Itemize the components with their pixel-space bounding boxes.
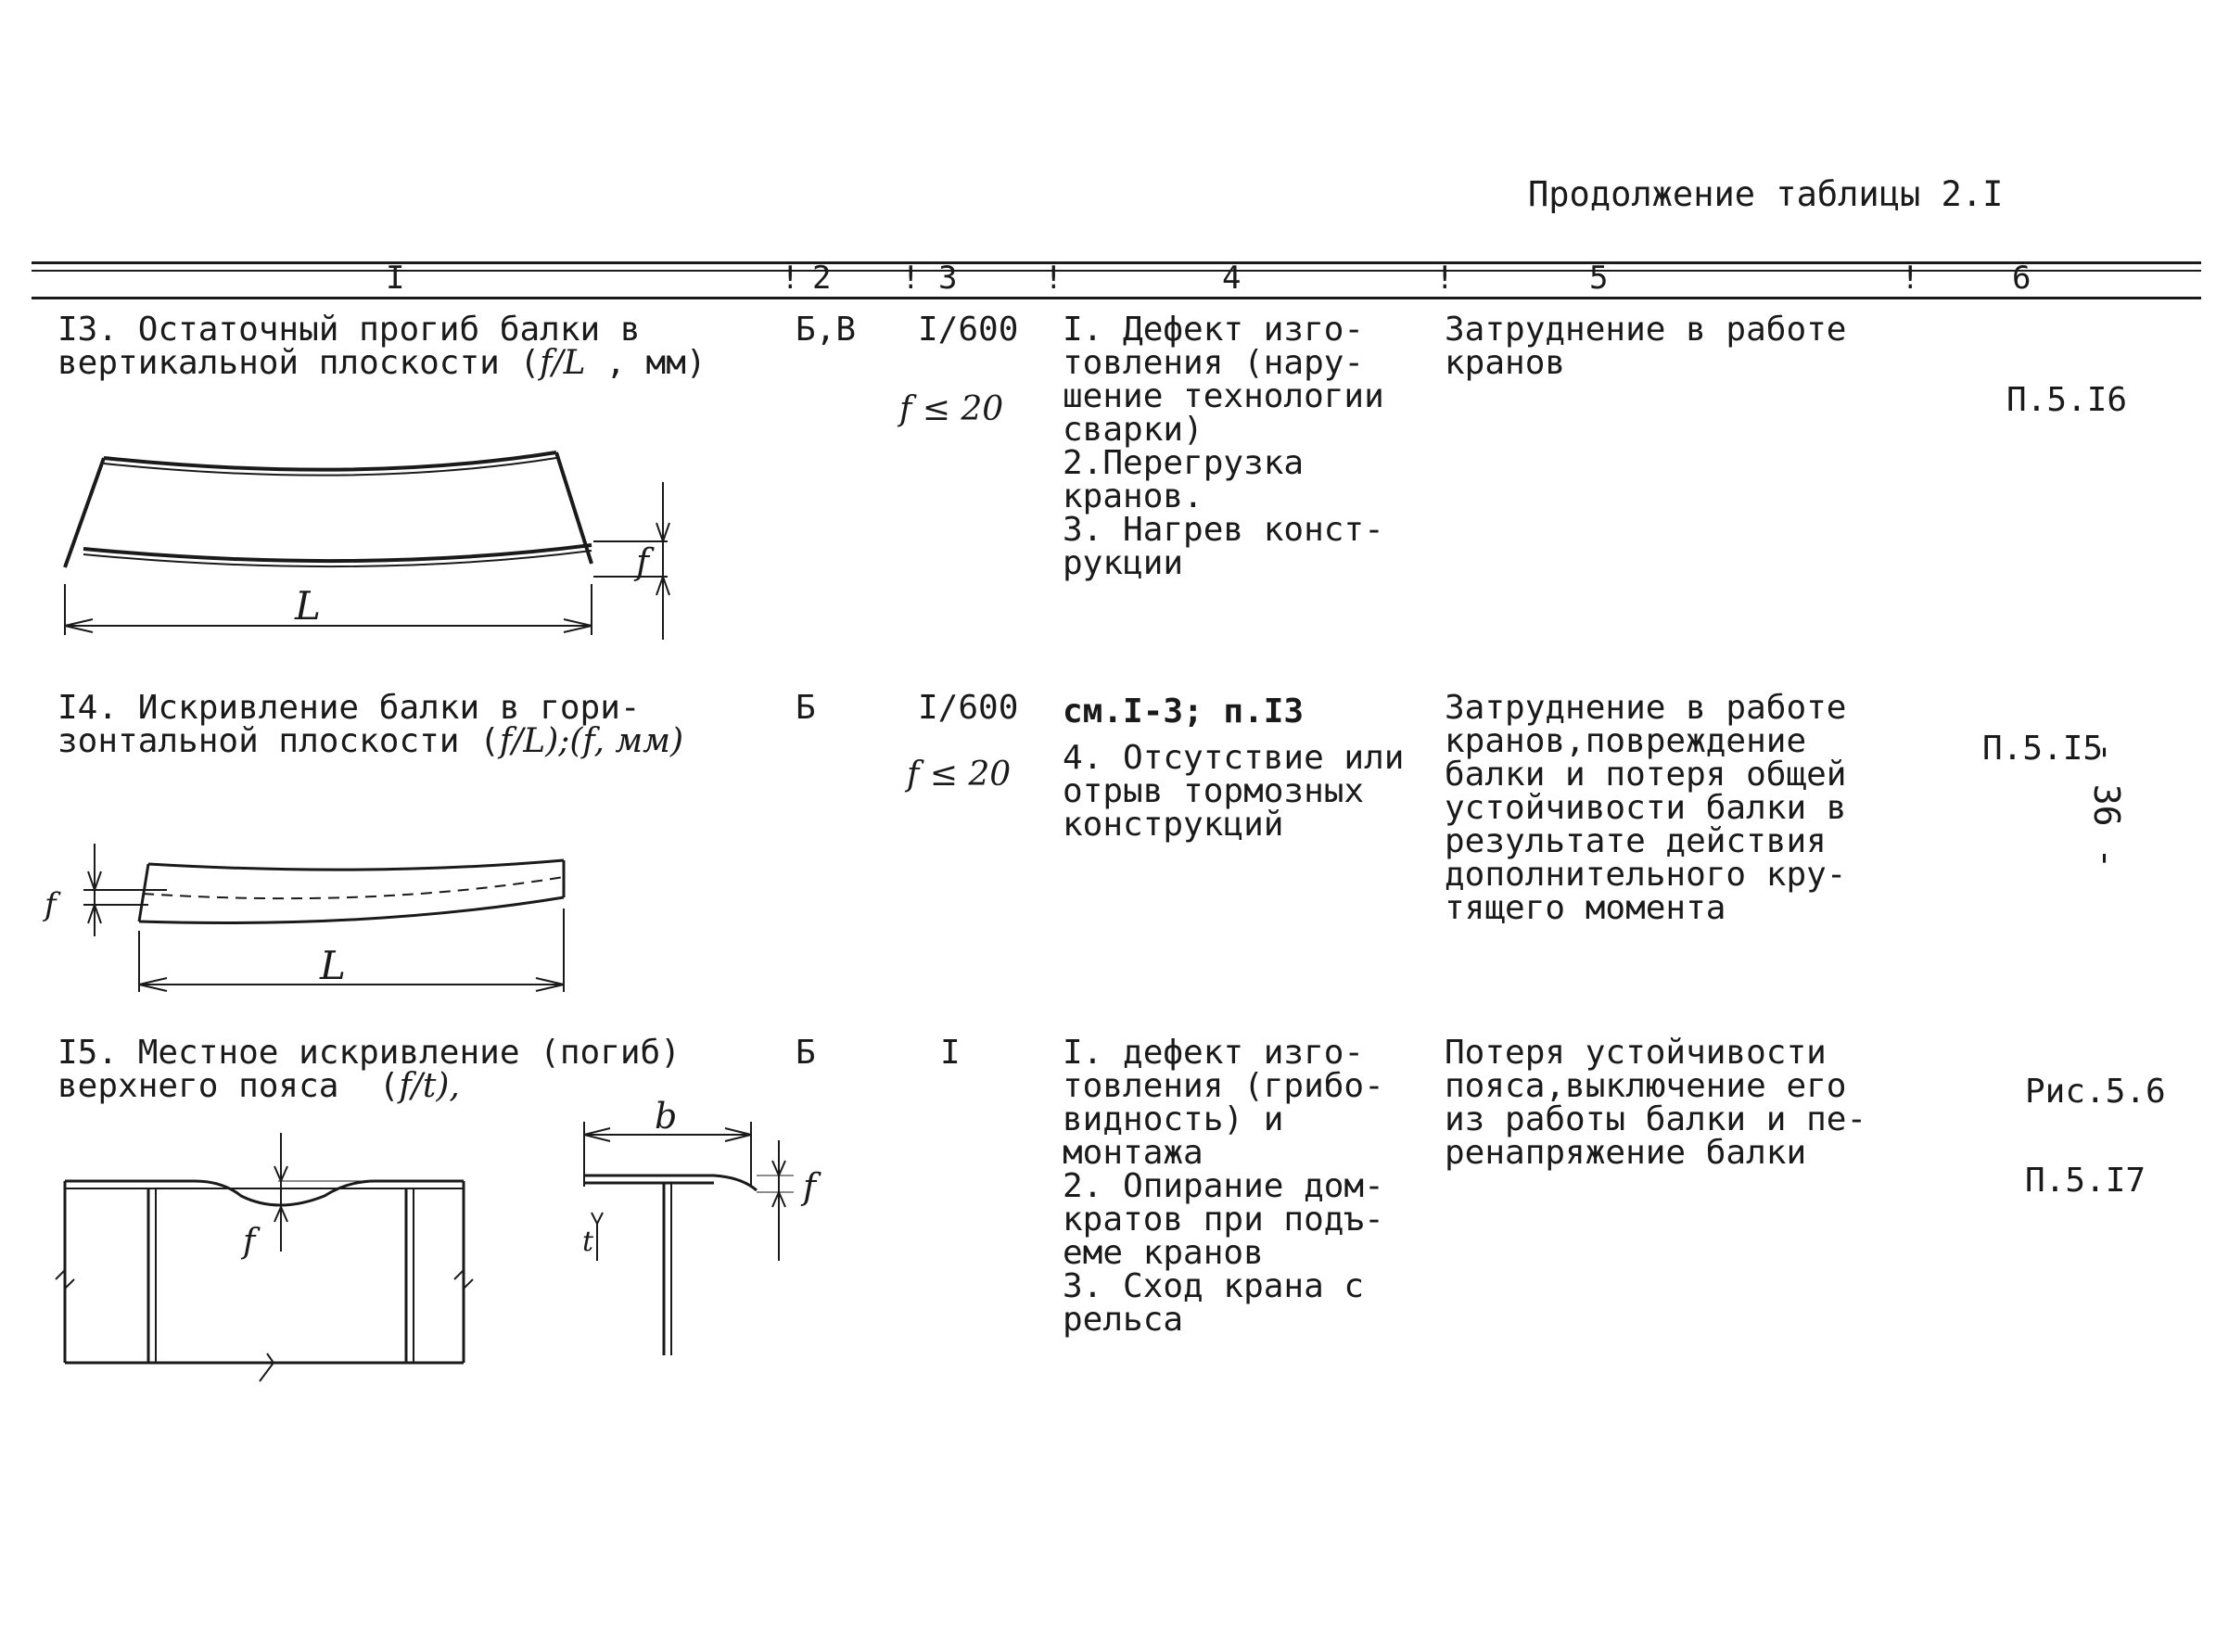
row13-description [57, 313, 707, 380]
row14-desc-text: I4. Искривление балки в гори- зонтальной плоскости ( [57, 689, 641, 760]
row15-section-deflection-label: f [803, 1166, 817, 1207]
header-rule-top-2 [32, 270, 2201, 272]
continuation-title: Продолжение таблицы 2.I [1528, 174, 2004, 214]
local-buckling-elevation-figure [56, 1122, 501, 1391]
col-header-3: 3 [938, 260, 958, 297]
row14-deflection-label: f [45, 886, 57, 923]
row13-length-label: L [295, 583, 321, 629]
row15-figure-reference: Рис.5.6 [2025, 1073, 2166, 1111]
header-rule-bottom [32, 297, 2201, 299]
row15-limit: I [940, 1034, 961, 1072]
row14-category: Б [796, 689, 816, 727]
row14-causes: 4. Отсутствие или отрыв тормозных конструкций [1063, 739, 1405, 844]
col-header-6: 6 [2012, 260, 2031, 297]
col-header-1: I [386, 260, 405, 297]
row15-deflection-label: f [243, 1223, 256, 1261]
row15-consequences: Потеря устойчивости пояса,выключение его из работы балки и пе- ренапряжение балки [1445, 1034, 1867, 1172]
row14-cross-reference: см.I-3; п.I3 [1063, 693, 1305, 731]
row13-limit-value: f ≤ 20 [899, 390, 1004, 428]
row15-desc-text: I5. Местное искривление (погиб) верхнего пояса ( [57, 1034, 681, 1105]
row14-formula: f/L);(f, мм) [499, 722, 684, 760]
row14-reference: П.5.I5 [1982, 730, 2104, 768]
row13-causes: I. Дефект изго- товления (нару- шение технологии сварки) 2.Перегрузка кранов. 3. Нагрев конст- рукции [1063, 311, 1384, 582]
row15-thickness-label: t [582, 1226, 594, 1258]
row13-reference: П.5.I6 [2006, 381, 2128, 419]
row14-consequences: Затруднение в работе кранов,повреждение балки и потеря общей устойчивости балки в результате действия дополнительного кру- тящего момента [1445, 689, 1847, 927]
row15-causes: I. дефект изго- товления (грибо- видность) и монтажа 2. Опирание дом- кратов при подъ- еме кранов 3. Сход крана с рельса [1063, 1034, 1384, 1339]
row13-category: Б,В [796, 311, 857, 349]
col-header-5: 5 [1589, 260, 1609, 297]
row13-consequences: Затруднение в работе кранов [1445, 311, 1847, 382]
row15-width-label: b [655, 1096, 678, 1137]
row14-length-label: L [320, 943, 346, 988]
header-rule-top [32, 261, 2201, 264]
row13-formula: f/L [540, 344, 586, 382]
row13-desc-tail: , мм) [585, 344, 707, 382]
row15-reference: П.5.I7 [2025, 1162, 2146, 1200]
local-buckling-section-figure [575, 1112, 816, 1363]
vertical-deflection-figure [56, 445, 686, 649]
col-header-2: 2 [812, 260, 832, 297]
row13-desc-text: I3. Остаточный прогиб балки в вертикальной плоскости ( [57, 311, 641, 382]
row15-category: Б [796, 1034, 816, 1072]
horizontal-curvature-figure [46, 834, 584, 1001]
row14-limit-ratio: I/600 [918, 689, 1019, 727]
col-sep-3: ! [1044, 260, 1063, 297]
row15-formula: f/t), [399, 1067, 460, 1105]
row14-limit-value: f ≤ 20 [907, 756, 1012, 794]
col-sep-2: ! [901, 260, 921, 297]
row15-description [57, 1036, 681, 1103]
row13-deflection-label: f [636, 541, 650, 582]
col-sep-1: ! [781, 260, 800, 297]
col-header-4: 4 [1222, 260, 1242, 297]
page-number: - 36 - [2086, 742, 2127, 870]
row13-limit-ratio: I/600 [918, 311, 1019, 349]
row14-description [57, 689, 684, 760]
col-sep-4: ! [1435, 260, 1455, 297]
col-sep-5: ! [1901, 260, 1920, 297]
